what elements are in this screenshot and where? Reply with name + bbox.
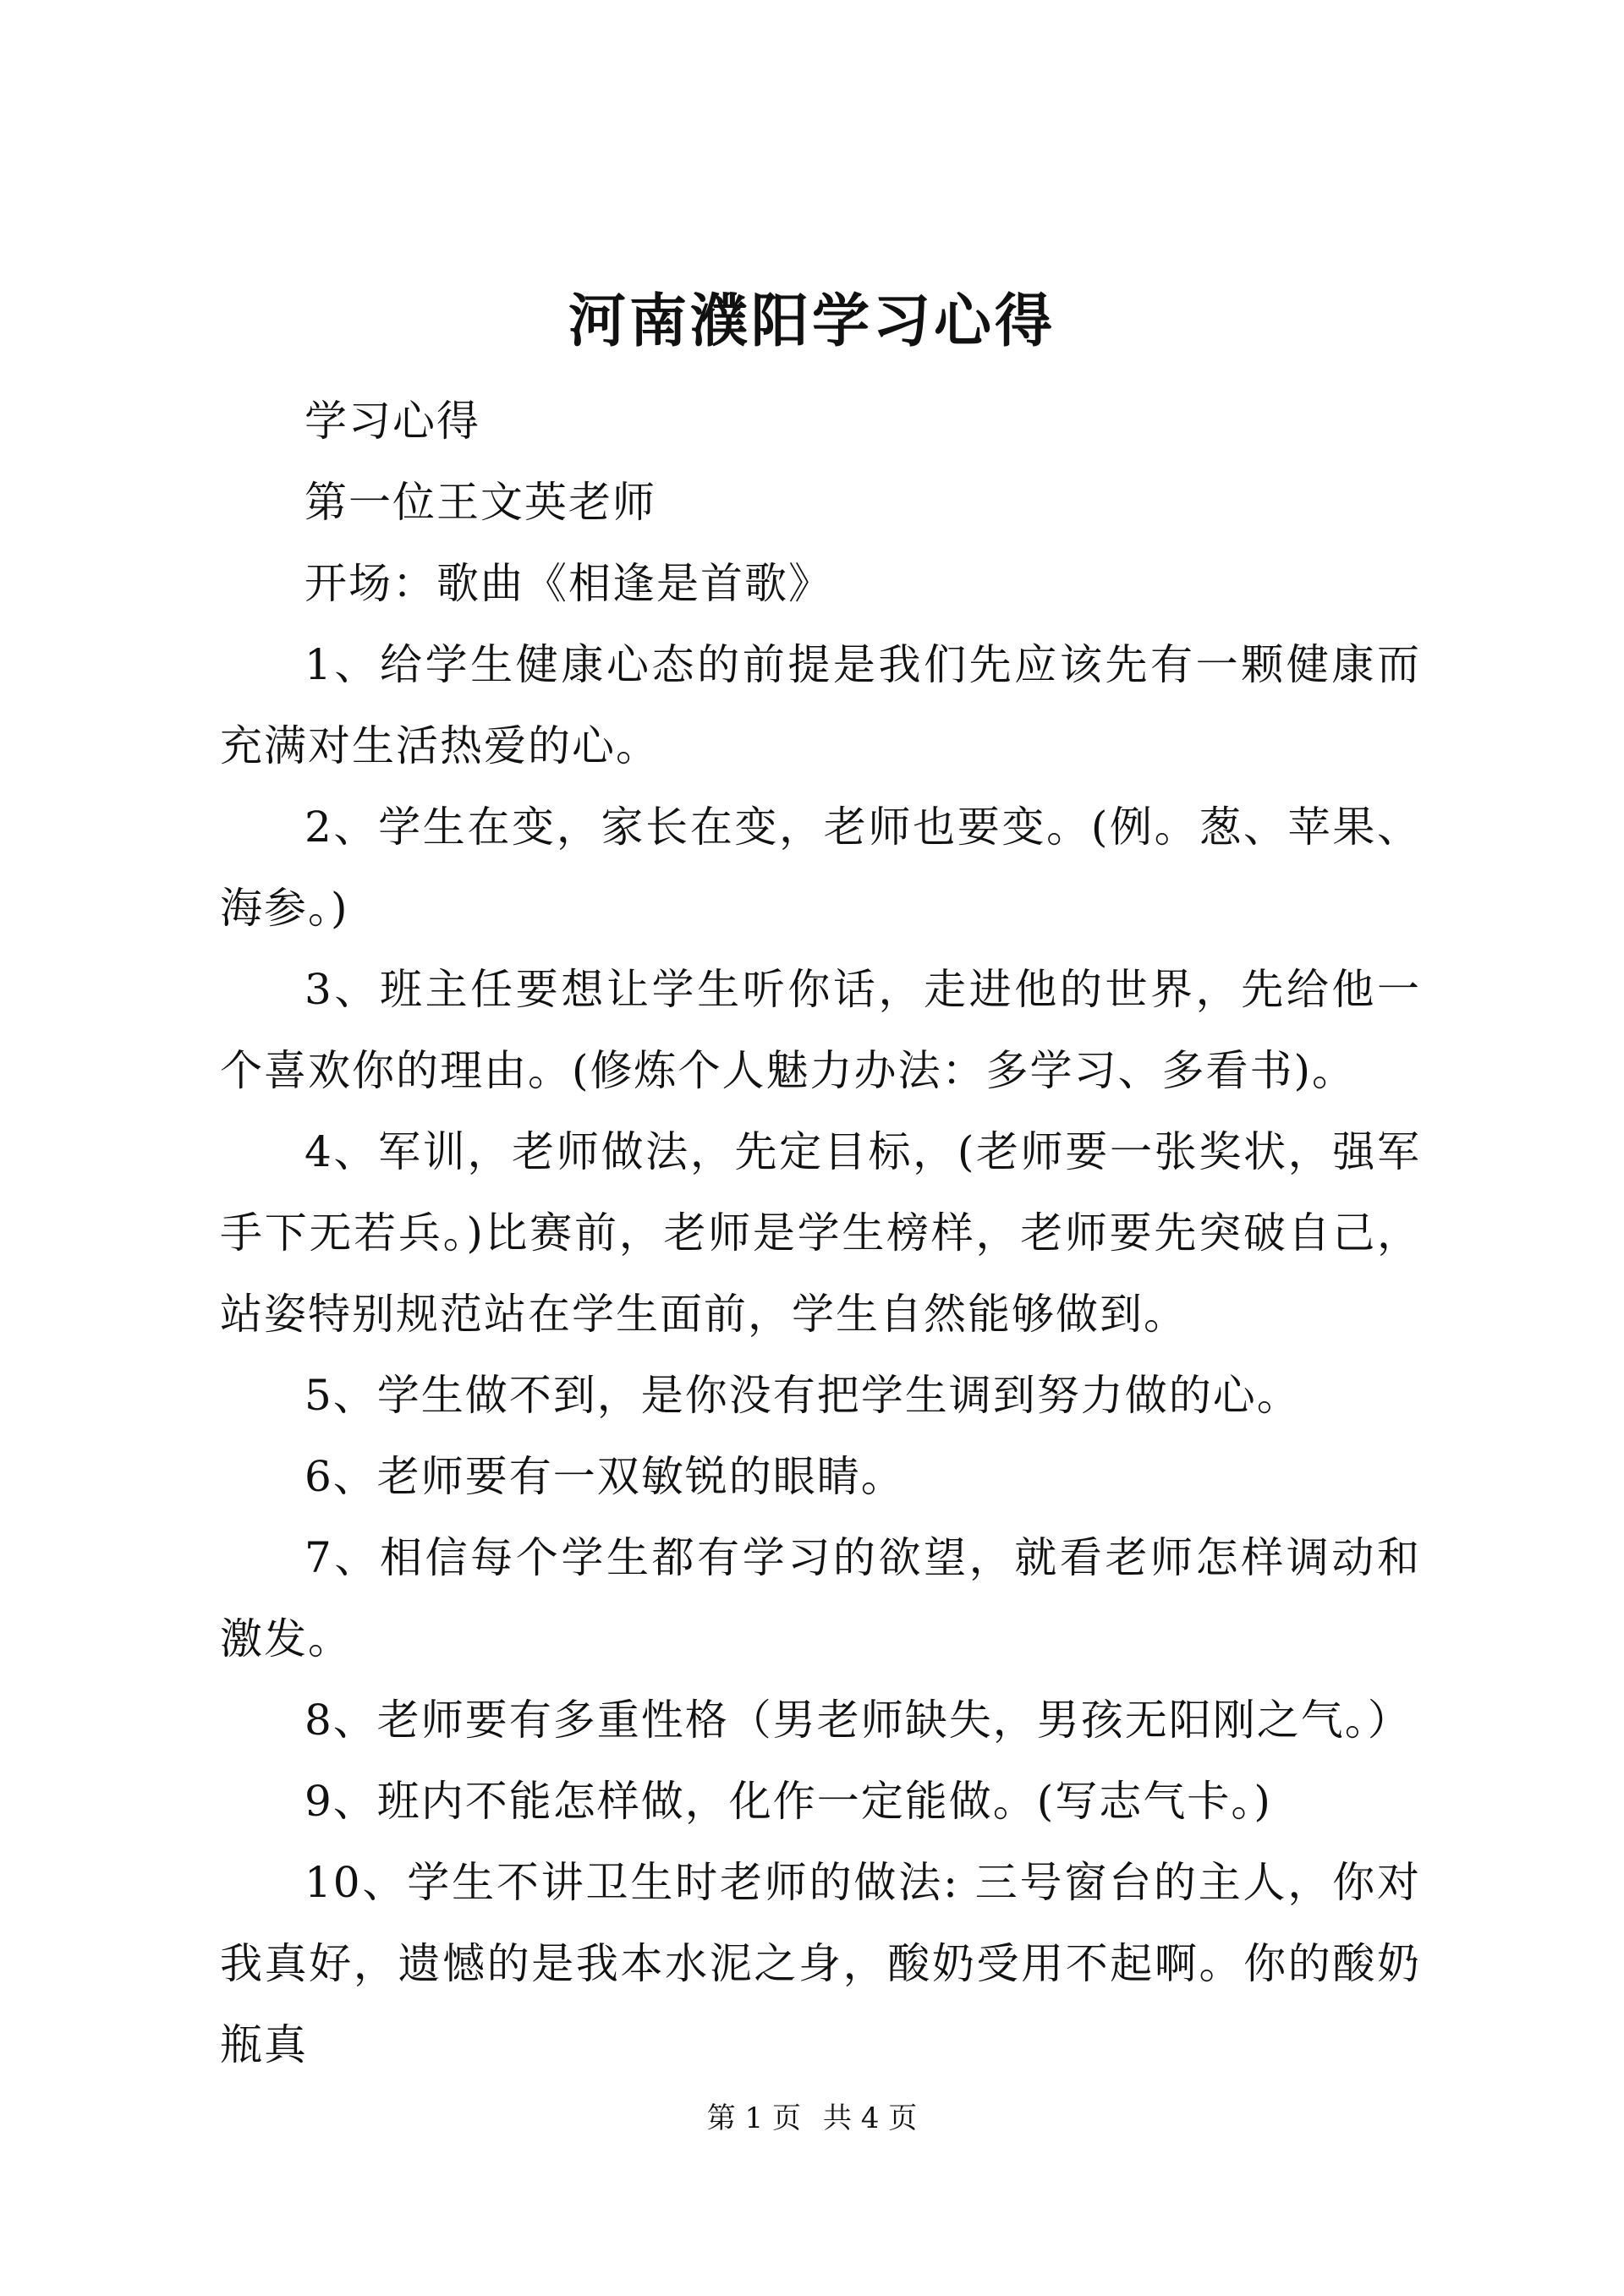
paragraph: 8、老师要有多重性格（男老师缺失，男孩无阳刚之气。）	[304, 1696, 1412, 1745]
page-total: 共 4 页	[823, 2101, 918, 2135]
paragraph: 第一位王文英老师	[304, 478, 656, 527]
paragraph: 2、学生在变，家长在变，老师也要变。(例。葱、苹果、海参。)	[220, 803, 1421, 933]
paragraph: 7、相信每个学生都有学习的欲望，就看老师怎样调动和激发。	[220, 1533, 1421, 1663]
paragraph: 10、学生不讲卫生时老师的做法: 三号窗台的主人，你对我真好，遗憾的是我本水泥之身，酸奶受用不起啊。你的酸奶瓶真	[220, 1858, 1421, 2069]
paragraph: 6、老师要有一双敏锐的眼睛。	[304, 1452, 905, 1501]
page-number: 第 1 页	[706, 2101, 801, 2135]
page-footer	[0, 2097, 1624, 2140]
paragraph: 9、班内不能怎样做，化作一定能做。(写志气卡。)	[304, 1777, 1272, 1826]
document-body	[220, 381, 1421, 2085]
paragraph: 学习心得	[304, 397, 480, 446]
paragraph: 1、给学生健康心态的前提是我们先应该先有一颗健康而充满对生活热爱的心。	[220, 640, 1421, 770]
paragraph: 4、军训，老师做法，先定目标，(老师要一张奖状，强军手下无若兵。)比赛前，老师是学生榜样，老师要先突破自己，站姿特别规范站在学生面前，学生自然能够做到。	[220, 1127, 1421, 1339]
document-title: 河南濮阳学习心得	[568, 288, 1056, 355]
paragraph: 5、学生做不到，是你没有把学生调到努力做的心。	[304, 1371, 1301, 1420]
paragraph: 3、班主任要想让学生听你话，走进他的世界，先给他一个喜欢你的理由。(修炼个人魅力办法：多学习、多看书)。	[220, 965, 1421, 1095]
paragraph: 开场：歌曲《相逢是首歌》	[304, 559, 832, 608]
